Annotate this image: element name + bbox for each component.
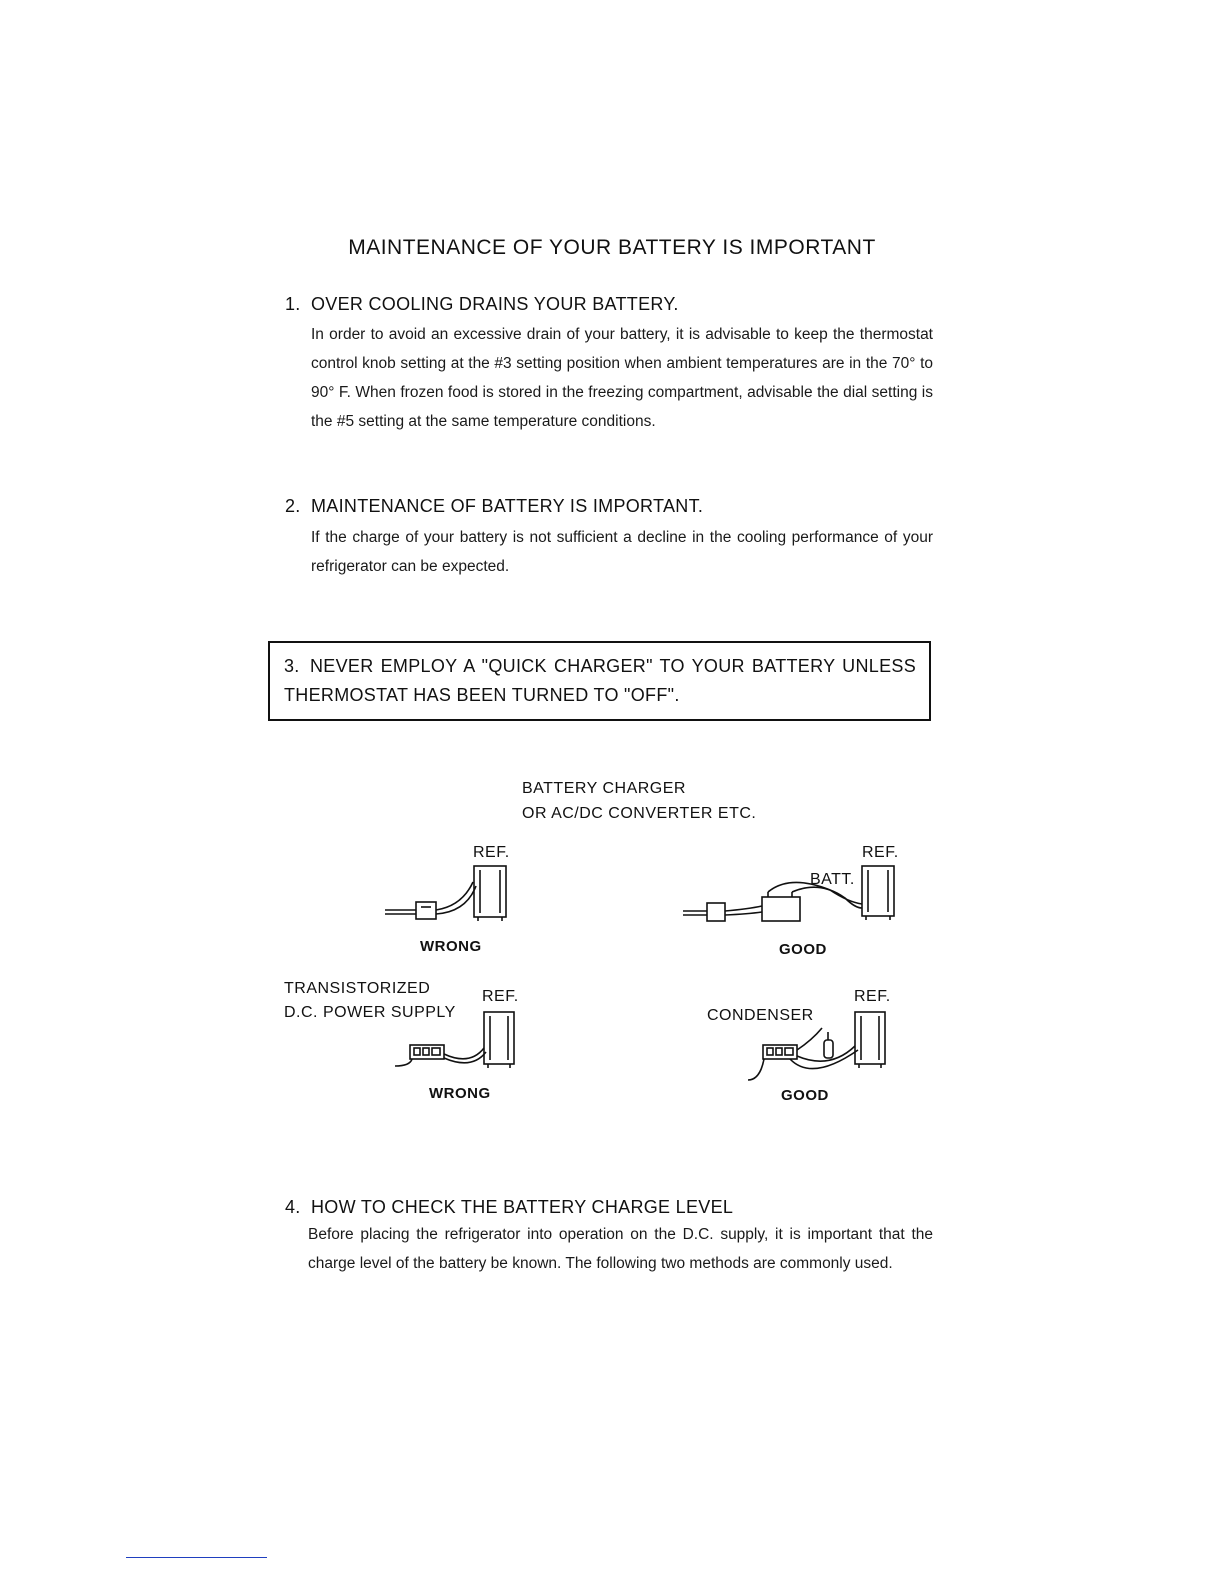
- section-2-title: MAINTENANCE OF BATTERY IS IMPORTANT.: [311, 496, 704, 516]
- section-1-number: 1.: [285, 294, 301, 314]
- footer-rule: [126, 1557, 267, 1558]
- condenser-label: CONDENSER: [707, 1007, 814, 1024]
- section-3-warning: [284, 652, 916, 710]
- ref-label-2: REF.: [862, 844, 899, 861]
- page-title: MAINTENANCE OF YOUR BATTERY IS IMPORTANT: [348, 236, 876, 259]
- good-label-1: GOOD: [779, 941, 827, 958]
- diagram-good-charger: [683, 866, 894, 921]
- wrong-label-2: WRONG: [429, 1085, 491, 1102]
- section-2-body: If the charge of your battery is not sufficient a decline in the cooling performance of your refrigerator can be expected.: [311, 529, 933, 575]
- section-3-text: NEVER EMPLOY A "QUICK CHARGER" TO YOUR BATTERY UNLESS THERMOSTAT HAS BEEN TURNED TO "OFF".: [284, 656, 916, 705]
- diagram-wrong-charger: [385, 866, 506, 921]
- transistorized-label-line2: D.C. POWER SUPPLY: [284, 1004, 456, 1021]
- section-4-title: HOW TO CHECK THE BATTERY CHARGE LEVEL: [311, 1197, 734, 1217]
- section-4-number: 4.: [285, 1197, 301, 1217]
- good-label-2: GOOD: [781, 1087, 829, 1104]
- section-1-body: In order to avoid an excessive drain of your battery, it is advisable to keep the thermostat control knob setting at the #3 setting position when ambient temperatures are in the 70° to 90° F. When frozen food is stored in the freezing compartment, advisable the dial setting is the #5 setting at the same temperature conditions.: [311, 326, 933, 430]
- transistorized-label-line1: TRANSISTORIZED: [284, 980, 431, 997]
- section-2-heading: [285, 496, 703, 517]
- charger-label-line2: OR AC/DC CONVERTER ETC.: [522, 805, 757, 822]
- ref-label-1: REF.: [473, 844, 510, 861]
- section-1-heading: [285, 294, 679, 315]
- section-1-title: OVER COOLING DRAINS YOUR BATTERY.: [311, 294, 679, 314]
- charger-label-line1: BATTERY CHARGER: [522, 780, 686, 797]
- section-4-body: Before placing the refrigerator into operation on the D.C. supply, it is important that the charge level of the battery be known. The following two methods are commonly used.: [308, 1226, 933, 1272]
- section-3-number: 3.: [284, 656, 300, 676]
- section-2-number: 2.: [285, 496, 301, 516]
- section-4-heading: [285, 1197, 733, 1218]
- wrong-label-1: WRONG: [420, 938, 482, 955]
- ref-label-3: REF.: [482, 988, 519, 1005]
- batt-label: BATT.: [810, 871, 855, 888]
- ref-label-4: REF.: [854, 988, 891, 1005]
